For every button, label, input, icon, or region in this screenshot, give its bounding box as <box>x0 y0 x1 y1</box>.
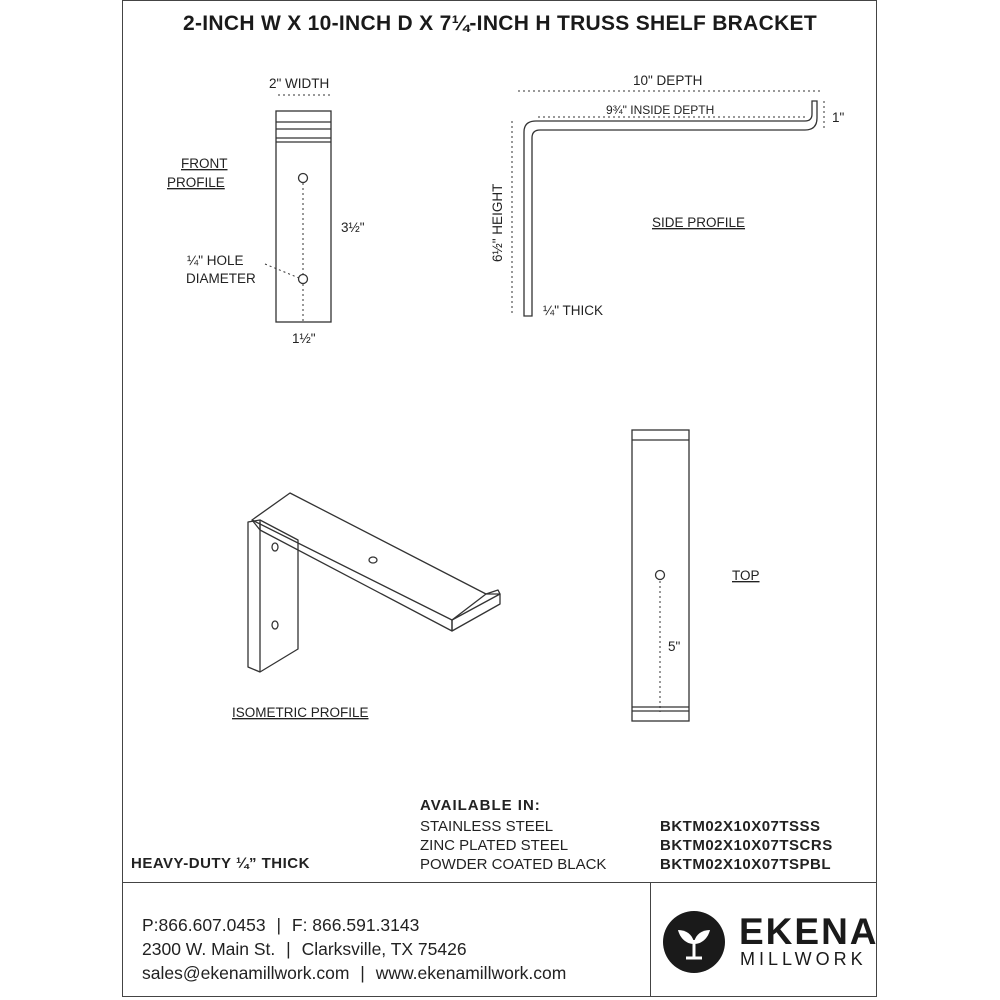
front-bottom-offset: 1½" <box>292 331 316 346</box>
logo-name: EKENA <box>739 911 879 952</box>
contact-line-address <box>142 937 566 961</box>
front-hole-spacing: 3½" <box>341 220 365 235</box>
sku-item: BKTM02X10X07TSSS <box>660 818 821 835</box>
heavy-duty-note: HEAVY-DUTY ¼” THICK <box>131 855 310 872</box>
finish-item: POWDER COATED BLACK <box>420 856 607 873</box>
sku-item: BKTM02X10X07TSPBL <box>660 856 832 873</box>
page-title: 2-INCH W X 10-INCH D X 7¼-INCH H TRUSS SHELF BRACKET <box>183 12 817 35</box>
side-inside-depth: 9¾" INSIDE DEPTH <box>606 103 715 117</box>
city-address: Clarksville, TX 75426 <box>301 939 467 959</box>
contact-line-phone <box>142 913 566 937</box>
finish-list <box>420 817 606 874</box>
contact-line-web <box>142 961 566 985</box>
street-address: 2300 W. Main St. <box>142 939 276 959</box>
contact-block <box>142 913 566 985</box>
separator: | <box>276 915 282 935</box>
front-profile-label-2: PROFILE <box>167 175 225 190</box>
finish-item: ZINC PLATED STEEL <box>420 837 569 854</box>
top-hole-offset: 5" <box>668 639 681 654</box>
website-link[interactable]: www.ekenamillwork.com <box>375 963 567 983</box>
front-hole-top <box>299 174 308 183</box>
side-profile-label: SIDE PROFILE <box>652 215 746 230</box>
front-hole-bottom <box>299 275 308 284</box>
separator: | <box>286 939 291 959</box>
sku-list <box>660 817 833 874</box>
phone-number[interactable]: P:866.607.0453 <box>142 915 266 935</box>
separator: | <box>360 963 365 983</box>
top-view-drawing <box>632 430 689 721</box>
hole-diameter-label-1: ¼" HOLE <box>187 253 244 268</box>
email-link[interactable]: sales@ekenamillwork.com <box>142 963 350 983</box>
side-height-label: 6½" HEIGHT <box>490 183 505 262</box>
top-hole <box>656 571 665 580</box>
side-depth-label: 10" DEPTH <box>633 73 703 88</box>
front-width-label: 2" WIDTH <box>269 76 330 91</box>
hole-diameter-label-2: DIAMETER <box>186 271 256 286</box>
side-lip-height: 1" <box>832 110 845 125</box>
sku-item: BKTM02X10X07TSCRS <box>660 837 833 854</box>
side-thick-label: ¼" THICK <box>543 303 604 318</box>
available-heading: AVAILABLE IN: <box>420 797 541 814</box>
logo-subtitle: MILLWORK <box>740 949 867 969</box>
fax-number: F: 866.591.3143 <box>291 915 420 935</box>
front-profile-label-1: FRONT <box>181 156 228 171</box>
side-profile-drawing <box>512 91 824 316</box>
finish-item: STAINLESS STEEL <box>420 818 554 835</box>
isometric-drawing <box>248 493 500 672</box>
footer-divider <box>650 882 651 997</box>
front-profile-drawing <box>265 95 331 322</box>
leaf-icon <box>662 910 726 974</box>
isometric-profile-label: ISOMETRIC PROFILE <box>232 705 369 720</box>
top-label: TOP <box>732 568 760 583</box>
